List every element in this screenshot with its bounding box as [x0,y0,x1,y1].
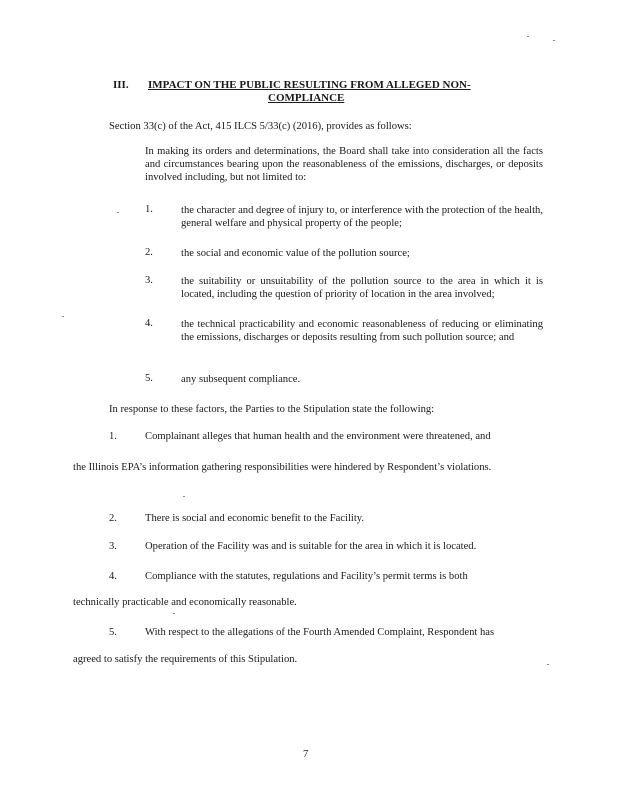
factor-number: 1. [145,204,153,215]
factor-text: the suitability or unsuitability of the pollution source to the area in which it is located, including the question of priority of location in the area involved; [181,276,543,300]
scan-speck [553,40,555,41]
response-number: 4. [109,571,117,582]
section-title-line-2: COMPLIANCE [268,92,345,104]
response-text-first-line: Complainant alleges that human health and the environment were threatened, and [145,431,491,442]
page-number: 7 [303,749,309,760]
scan-speck [527,36,529,37]
response-number: 3. [109,541,117,552]
response-text-first-line: Operation of the Facility was and is suitable for the area in which it is located. [145,541,477,552]
intro-paragraph: Section 33(c) of the Act, 415 ILCS 5/33(c) (2016), provides as follows: [109,121,412,132]
section-title-line-1: IMPACT ON THE PUBLIC RESULTING FROM ALLEGED NON- [148,79,471,91]
scan-speck [62,316,64,317]
response-number: 2. [109,513,117,524]
scan-speck [117,212,119,213]
factor-number: 4. [145,318,153,329]
scan-speck [183,496,185,497]
response-text-continued: agreed to satisfy the requirements of this Stipulation. [73,654,298,665]
response-number: 1. [109,431,117,442]
factor-text: the character and degree of injury to, or interference with the protection of the health, general welfare and physical property of the people; [181,205,543,229]
factor-number: 2. [145,247,153,258]
factor-number: 3. [145,275,153,286]
scan-speck [173,613,175,614]
response-text-continued: the Illinois EPA’s information gathering responsibilities were hindered by Respondent’s violations. [73,462,492,473]
factor-text: the social and economic value of the pollution source; [181,248,410,259]
factor-text: the technical practicability and economic reasonableness of reducing or eliminating the emissions, discharges or deposits resulting from such pollution source; and [181,319,543,343]
factor-text: any subsequent compliance. [181,374,301,385]
response-number: 5. [109,627,117,638]
response-text-first-line: With respect to the allegations of the Fourth Amended Complaint, Respondent has [145,627,495,638]
section-number: III. [113,79,129,91]
response-intro: In response to these factors, the Parties to the Stipulation state the following: [109,404,435,415]
scan-speck [547,664,549,665]
factor-number: 5. [145,373,153,384]
response-text-continued: technically practicable and economically reasonable. [73,597,297,608]
response-text-first-line: There is social and economic benefit to the Facility. [145,513,365,524]
block-quote: In making its orders and determinations, the Board shall take into consideration all the facts and circumstances bearing upon the reasonableness of the emissions, discharges, or deposits involved including, but not limited to: [145,146,543,183]
response-text-first-line: Compliance with the statutes, regulations and Facility’s permit terms is both [145,571,468,582]
